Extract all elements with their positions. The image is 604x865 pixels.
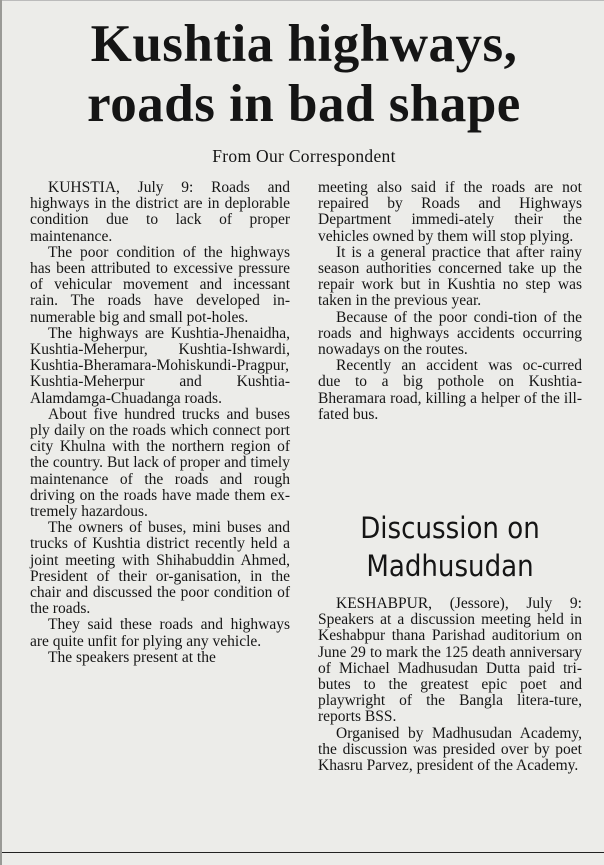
article-paragraph: Because of the poor condi-tion of the roads and highways accidents occurring nowadays on the routes. bbox=[318, 308, 582, 359]
top-rule bbox=[2, 0, 604, 6]
article-paragraph: The speakers present at the bbox=[48, 648, 216, 666]
article-paragraph: KESHABPUR, (Jessore), July 9: Speakers at a discussion meeting held in Keshabpur thana Parishad auditorium on June 29 to mark the 125 death anniversary of Michael Madhusudan Dutta paid tri-butes to the greatest epic poet and playwright of the Bangla litera-ture, reports BSS. bbox=[318, 595, 582, 726]
article-paragraph: It is a general practice that after rainy season authorities concerned take up the repair work but in Kushtia no step was taken in the previous year. bbox=[318, 243, 582, 310]
article-paragraph: meeting also said if the roads are not repaired by Roads and Highways Department immedi-ately their the vehicles owned by them will stop plying. bbox=[318, 179, 582, 245]
article-paragraph: They said these roads and highways are quite unfit for plying any vehicle. bbox=[30, 616, 290, 650]
article-paragraph: The owners of buses, mini buses and trucks of Kushtia district recently held a joint meeting with Shihabuddin Ahmed, President of their or-ganisation, in the chair and discussed the poor condition of the roads. bbox=[30, 519, 290, 618]
article-paragraph: KUHSTIA, July 9: Roads and highways in the district are in deplorable condition due to lack of proper maintenance. bbox=[30, 179, 290, 245]
article-paragraph: Recently an accident was oc-curred due to a big pothole on Kushtia-Bheramara road, killing a helper of the ill-fated bus. bbox=[318, 357, 582, 423]
article2-column bbox=[318, 596, 582, 774]
article-left-column bbox=[30, 180, 290, 666]
article-paragraph: The poor condition of the highways has been attributed to excessive pressure of vehicular movement and incessant rain. The roads have developed in-numerable big and small pot-holes. bbox=[30, 243, 290, 326]
byline: From Our Correspondent bbox=[212, 146, 396, 166]
headline-line-1: Kushtia highways, bbox=[90, 15, 518, 73]
article-paragraph: The highways are Kushtia-Jhenaidha, Kushtia-Meherpur, Kushtia-Ishwardi, Kushtia-Bheramara-Mohiskundi-Pragpur, Kushtia-Meherpur and Kushtia-Alamdamga-Chuadanga roads. bbox=[30, 324, 290, 407]
subheadline-line-1: Discussion on bbox=[360, 511, 540, 545]
article-right-column bbox=[318, 180, 582, 423]
article-paragraph: Organised by Madhusudan Academy, the discussion was presided over by poet Khasru Parvez, president of the Academy. bbox=[318, 724, 582, 775]
headline-line-2: roads in bad shape bbox=[87, 75, 521, 133]
subheadline-line-2: Madhusudan bbox=[366, 549, 534, 583]
article-paragraph: About five hundred trucks and buses ply daily on the roads which connect port city Khulna with the northern region of the country. But lack of proper and timely maintenance of the roads and rough driving on the roads have made them ex-tremely hazardous. bbox=[30, 405, 290, 521]
bottom-rule bbox=[2, 852, 604, 853]
